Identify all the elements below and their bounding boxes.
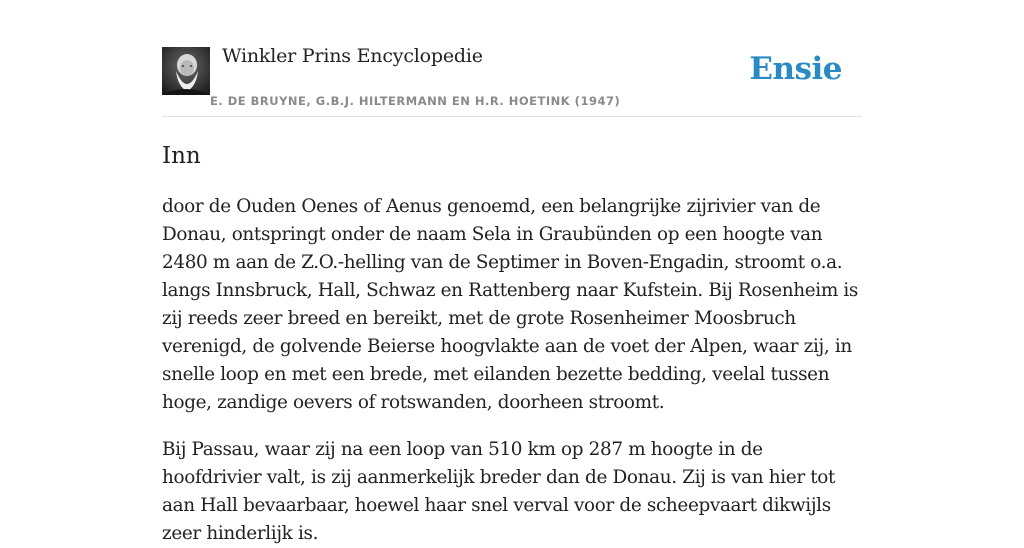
article-paragraph-1: door de Ouden Oenes of Aenus genoemd, een belangrijke zijrivier van de Donau, ontspringt onder de naam Sela in Graubünden op een hoogte van 2480 m aan de Z.O.-helling van de Septimer in Boven-Engadin, stroomt o.a. langs Innsbruck, Hall, Schwaz en Rattenberg naar Kufstein. Bij Rosenheim is zij reeds zeer breed en bereikt, met de grote Rosenheimer Moosbruch verenigd, de golvende Beierse hoogvlakte aan de voet der Alpen, waar zij, in snelle loop en met een brede, met eilanden bezette bedding, veelal tussen hoge, zandige oevers of rotswanden, doorheen stroomt. — [162, 196, 859, 413]
article-paragraph-2: Bij Passau, waar zij na een loop van 510 km op 287 m hoogte in de hoofdrivier valt, is zij aanmerkelijk breder dan de Donau. Zij is van hier tot aan Hall bevaarbaar, hoewel haar snel verval voor de scheepvaart dikwijls zeer hinderlijk is. — [162, 439, 836, 544]
authors-line: E. DE BRUYNE, G.B.J. HILTERMANN EN H.R. HOETINK (1947) — [210, 94, 621, 108]
page — [162, 0, 862, 548]
site-header — [162, 0, 862, 117]
site-name[interactable]: Winkler Prins Encyclopedie — [222, 45, 483, 67]
portrait-photo-icon — [162, 47, 210, 95]
article-title: Inn — [162, 143, 201, 169]
ensie-logo-link[interactable]: Ensie — [749, 51, 842, 87]
author-avatar — [162, 47, 210, 95]
